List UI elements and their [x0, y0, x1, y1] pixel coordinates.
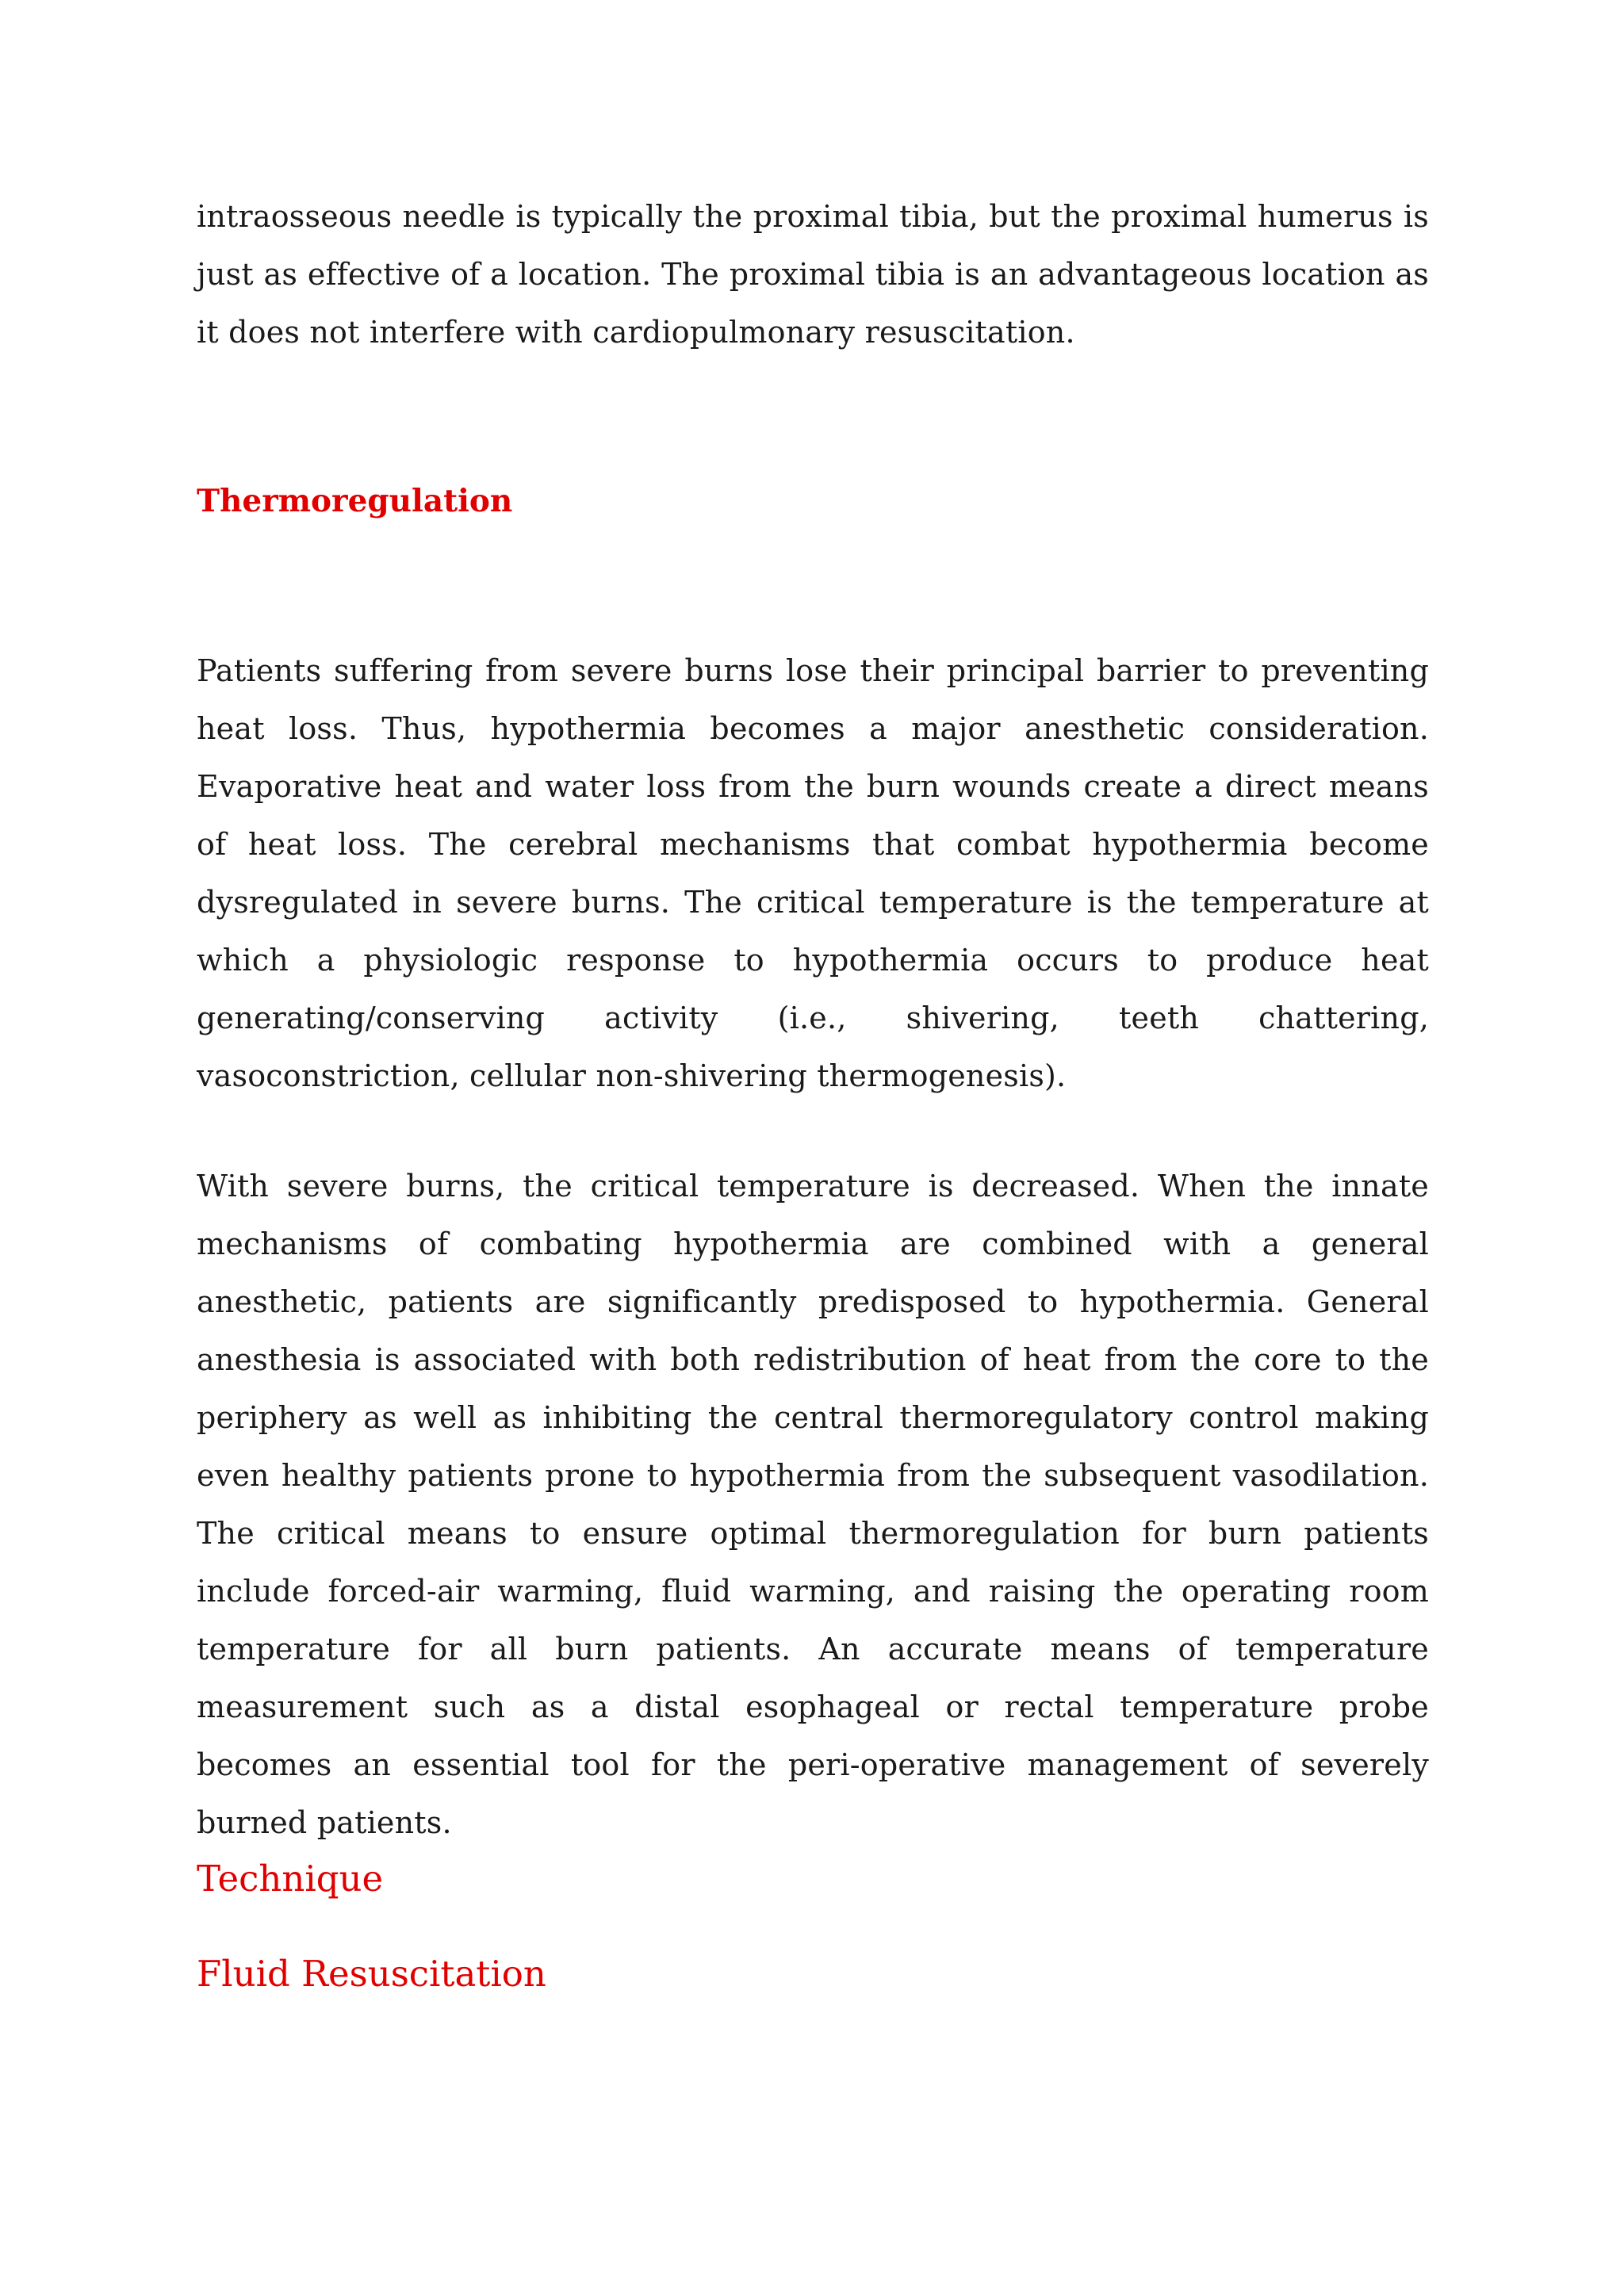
heading-thermoregulation: Thermoregulation [197, 483, 513, 519]
paragraph-intraosseous: intraosseous needle is typically the proximal tibia, but the proximal humerus is just as effective of a location. The proximal tibia is an advantageous location as it does not interfere with cardiopulmonary resuscitation. [197, 199, 1429, 350]
paragraph-critical-temperature: With severe burns, the critical temperature is decreased. When the innate mechanisms of combating hypothermia are combined with a general anesthetic, patients are significantly predisposed to hypothermia. General anesthesia is associated with both redistribution of heat from the core to the periphery as well as inhibiting the central thermoregulatory control making even healthy patients prone to hypothermia from the subsequent vasodilation. The critical means to ensure optimal thermoregulation for burn patients include forced-air warming, fluid warming, and raising the operating room temperature for all burn patients. An accurate means of temperature measurement such as a distal esophageal or rectal temperature probe becomes an essential tool for the peri-operative management of severely burned patients. [197, 1169, 1429, 1840]
heading-technique: Technique [197, 1858, 384, 1900]
paragraph-heat-loss: Patients suffering from severe burns lose their principal barrier to preventing heat loss. Thus, hypothermia becomes a major anesthetic consideration. Evaporative heat and water loss from the burn wounds create a direct means of heat loss. The cerebral mechanisms that combat hypothermia become dysregulated in severe burns. The critical temperature is the temperature at which a physiologic response to hypothermia occurs to produce heat generating/conserving activity (i.e., shivering, teeth chattering, vasoconstriction, cellular non-shivering thermogenesis). [197, 653, 1429, 1093]
heading-fluid-resuscitation: Fluid Resuscitation [197, 1953, 546, 1995]
